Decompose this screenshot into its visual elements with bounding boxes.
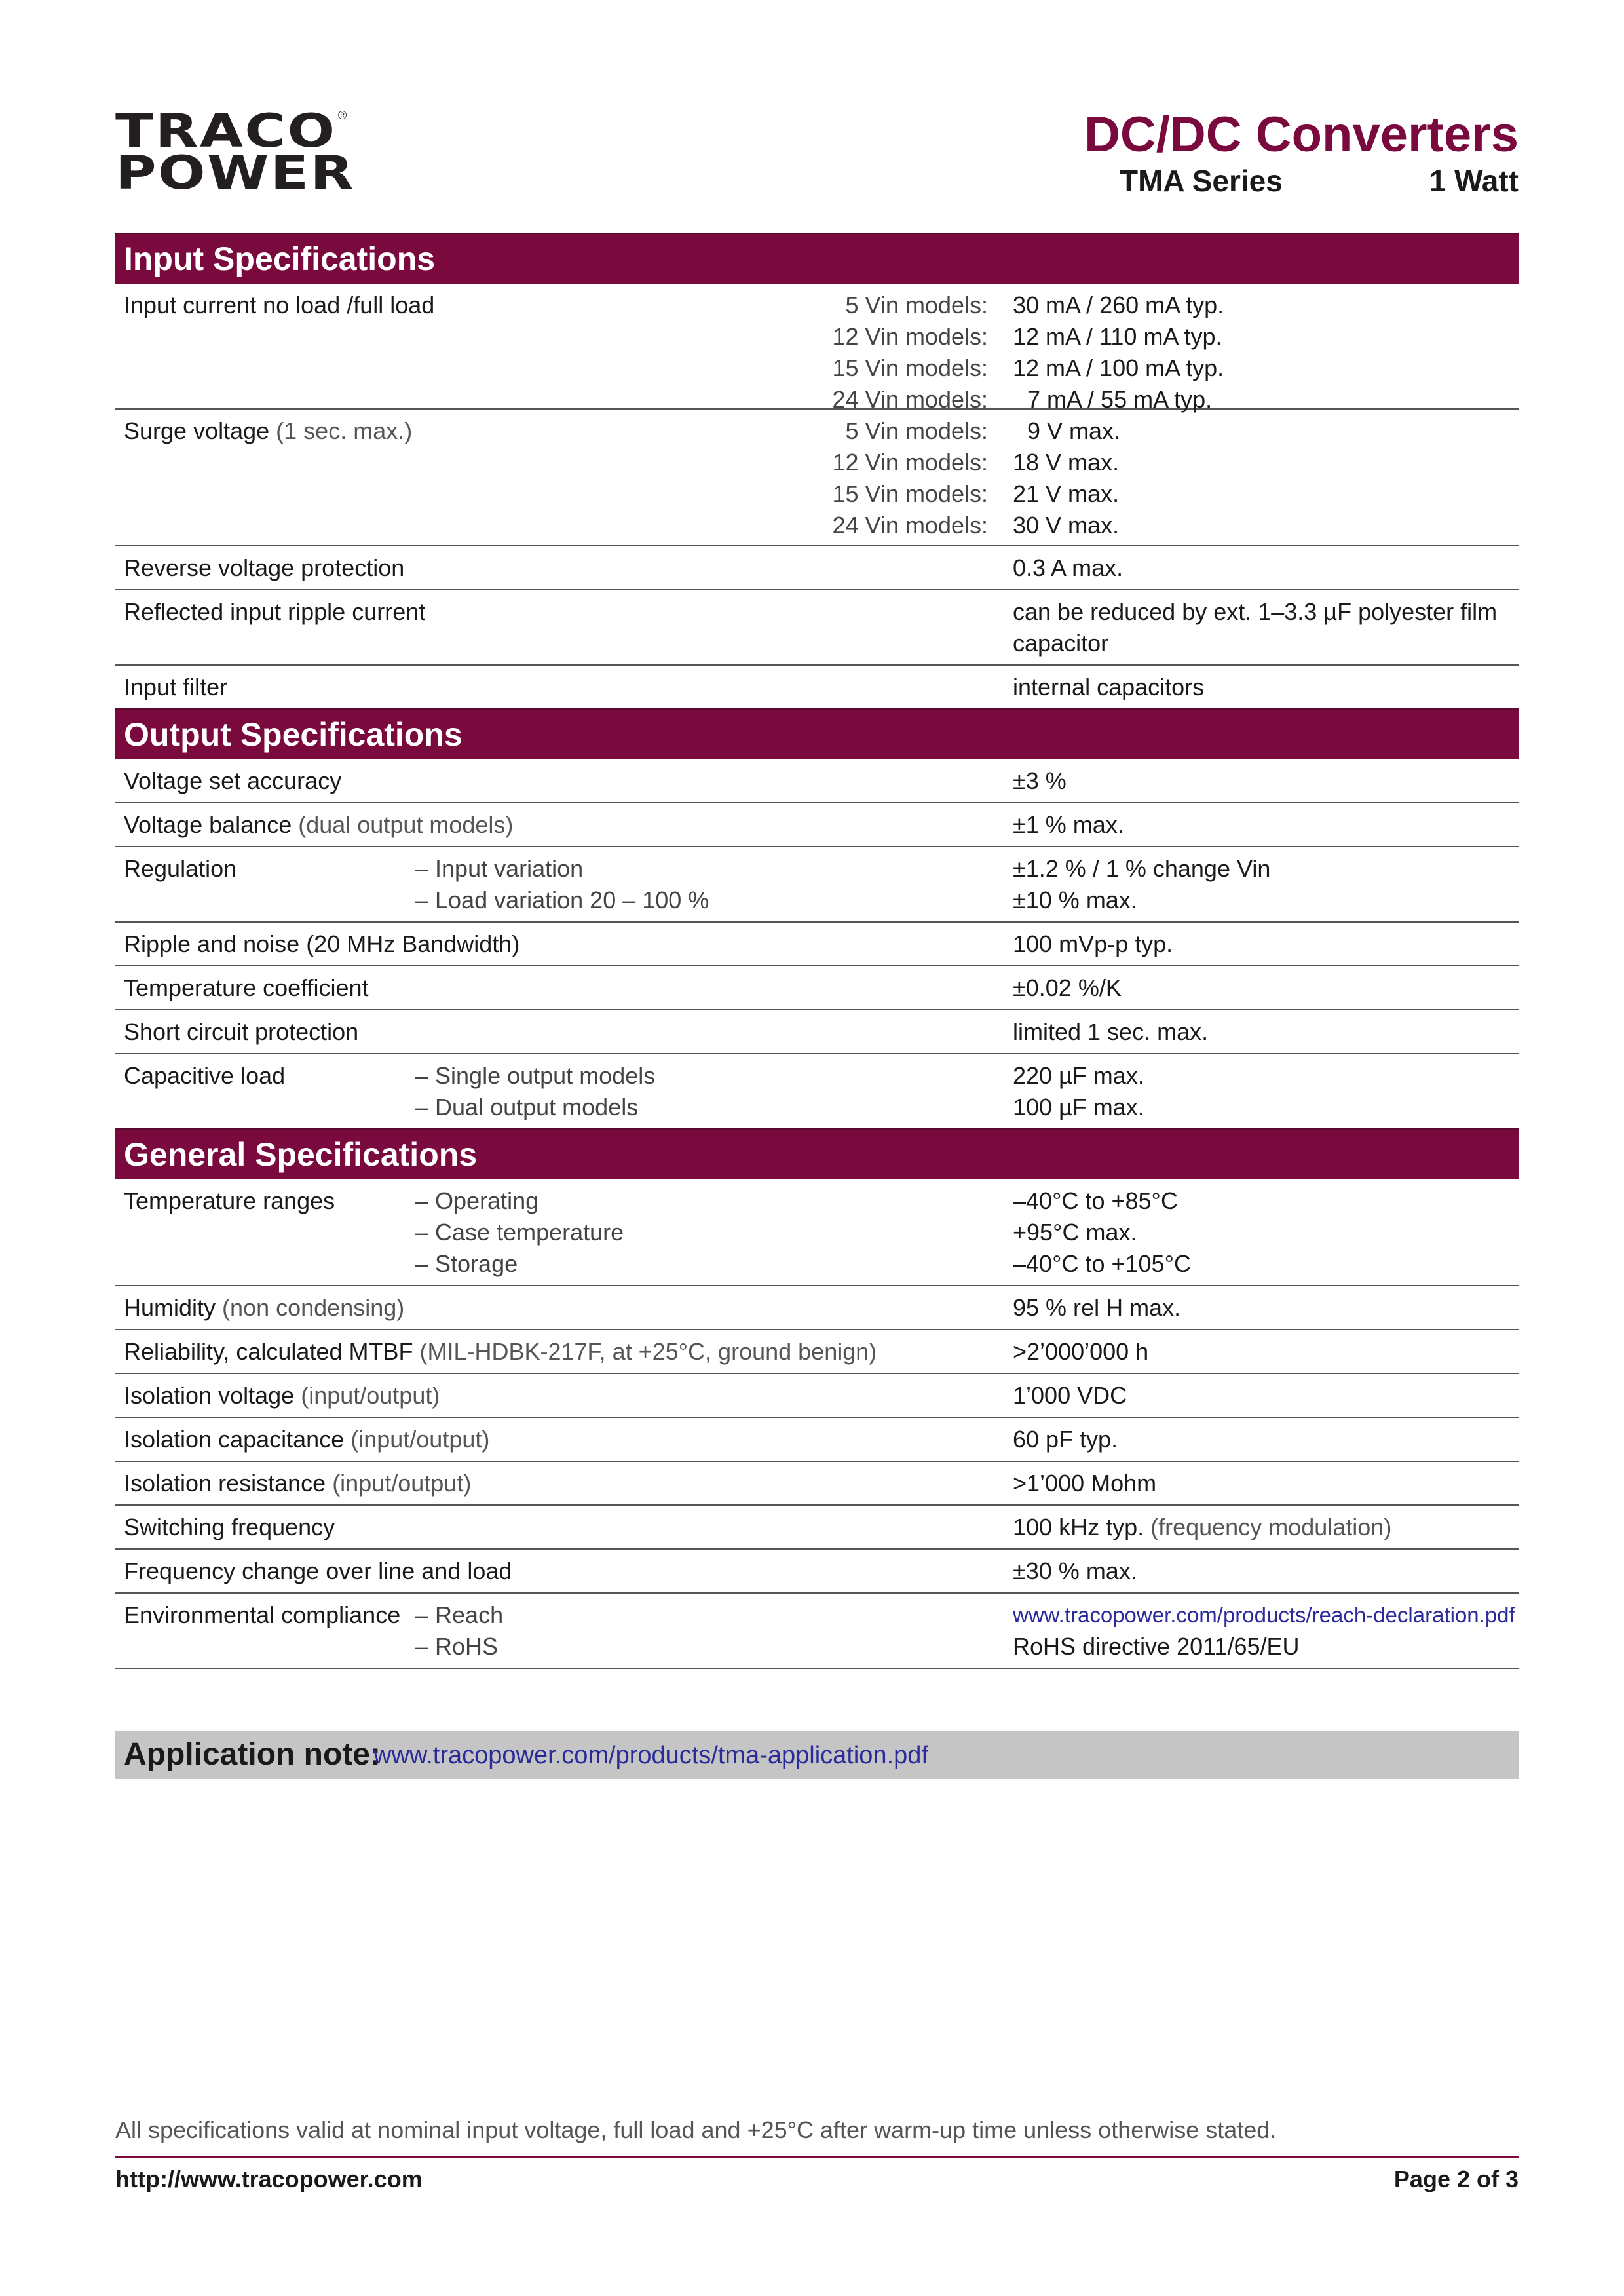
spec-label: Reliability, calculated MTBF (MIL-HDBK-217F, at +25°C, ground benign) bbox=[124, 1338, 877, 1365]
power-rating: 1 Watt bbox=[1429, 164, 1519, 198]
spec-label: Reflected input ripple current bbox=[124, 598, 426, 625]
reach-declaration-link[interactable]: www.tracopower.com/products/reach-declaration.pdf bbox=[1013, 1603, 1515, 1627]
logo-line-2: POWER bbox=[115, 146, 355, 200]
spec-row-isolation-resistance bbox=[115, 1462, 1519, 1506]
spec-row-voltage-balance bbox=[115, 803, 1519, 847]
spec-label: Switching frequency bbox=[124, 1514, 335, 1540]
spec-row-voltage-accuracy bbox=[115, 759, 1519, 803]
spec-subs: – Reach – RoHS bbox=[415, 1601, 504, 1660]
series-name: TMA Series bbox=[1120, 164, 1283, 198]
spec-value: >1’000 Mohm bbox=[1013, 1470, 1157, 1497]
spec-value: 95 % rel H max. bbox=[1013, 1294, 1181, 1321]
spec-label: Humidity (non condensing) bbox=[124, 1294, 405, 1321]
spec-values: ±1.2 % / 1 % change Vin ±10 % max. bbox=[1013, 855, 1271, 913]
spec-row-regulation bbox=[115, 847, 1519, 923]
spec-label: Short circuit protection bbox=[124, 1018, 359, 1045]
page-number: Page 2 of 3 bbox=[1393, 2166, 1519, 2192]
document-title: DC/DC Converters bbox=[1084, 107, 1519, 163]
application-note-link[interactable]: www.tracopower.com/products/tma-application.pdf bbox=[373, 1742, 928, 1769]
spec-row-capacitive-load bbox=[115, 1054, 1519, 1128]
spec-row-switching-frequency bbox=[115, 1506, 1519, 1550]
spec-row-temp-coefficient bbox=[115, 966, 1519, 1010]
spec-values: –40°C to +85°C +95°C max. –40°C to +105°C bbox=[1013, 1187, 1191, 1277]
spec-value: internal capacitors bbox=[1013, 674, 1205, 700]
spec-value: ±1 % max. bbox=[1013, 811, 1124, 838]
spec-row-temperature-ranges bbox=[115, 1179, 1519, 1286]
spec-subs: – Operating – Case temperature – Storage bbox=[415, 1187, 624, 1277]
spec-row-ripple-current bbox=[115, 590, 1519, 666]
spec-row-isolation-capacitance bbox=[115, 1418, 1519, 1462]
footer-divider bbox=[115, 2156, 1519, 2158]
spec-label: Input current no load /full load bbox=[124, 292, 435, 318]
spec-label: Input filter bbox=[124, 674, 228, 700]
spec-row-frequency-change bbox=[115, 1550, 1519, 1594]
tracopower-logo bbox=[115, 104, 355, 200]
registered-mark: ® bbox=[338, 109, 347, 122]
spec-row-environmental-compliance bbox=[115, 1594, 1519, 1669]
spec-value: 0.3 A max. bbox=[1013, 554, 1124, 581]
spec-value: 60 pF typ. bbox=[1013, 1426, 1118, 1453]
spec-label: Environmental compliance bbox=[124, 1601, 401, 1628]
spec-models: 5 Vin models: 12 Vin models: 15 Vin models: 24 Vin models: bbox=[832, 417, 988, 539]
footer-website-link[interactable]: http://www.tracopower.com bbox=[115, 2166, 423, 2192]
spec-value: 1’000 VDC bbox=[1013, 1382, 1127, 1409]
spec-subs: – Input variation – Load variation 20 – 100 % bbox=[415, 855, 709, 913]
spec-values: 30 mA / 260 mA typ. 12 mA / 110 mA typ. 12 mA / 100 mA typ. 7 mA / 55 mA typ. bbox=[1013, 292, 1224, 413]
section-heading-output: Output Specifications bbox=[115, 708, 1519, 759]
spec-values: 9 V max. 18 V max. 21 V max. 30 V max. bbox=[1013, 417, 1121, 539]
application-note-label: Application note: bbox=[124, 1737, 381, 1772]
spec-row-input-filter bbox=[115, 666, 1519, 708]
spec-value: limited 1 sec. max. bbox=[1013, 1018, 1209, 1045]
spec-row-isolation-voltage bbox=[115, 1374, 1519, 1418]
spec-models: 5 Vin models: 12 Vin models: 15 Vin models: 24 Vin models: bbox=[832, 292, 988, 413]
spec-label: Ripple and noise (20 MHz Bandwidth) bbox=[124, 930, 520, 957]
spec-subs: – Single output models – Dual output models bbox=[415, 1062, 656, 1120]
spec-label: Isolation resistance (input/output) bbox=[124, 1470, 472, 1497]
spec-row-surge-voltage bbox=[115, 410, 1519, 546]
spec-value: 100 kHz typ. (frequency modulation) bbox=[1013, 1514, 1392, 1540]
spec-label: Voltage set accuracy bbox=[124, 767, 342, 794]
spec-label: Surge voltage (1 sec. max.) bbox=[124, 417, 413, 444]
spec-label: Temperature ranges bbox=[124, 1187, 335, 1214]
spec-value: ±30 % max. bbox=[1013, 1558, 1137, 1584]
spec-label: Frequency change over line and load bbox=[124, 1558, 512, 1584]
spec-row-mtbf bbox=[115, 1330, 1519, 1374]
spec-label: Voltage balance (dual output models) bbox=[124, 811, 514, 838]
spec-table bbox=[115, 233, 1519, 1669]
application-note-bar bbox=[115, 1731, 1519, 1779]
spec-values: www.tracopower.com/products/reach-declaration.pdf RoHS directive 2011/65/EU bbox=[1013, 1599, 1517, 1662]
logo-line-1: TRACO bbox=[115, 104, 337, 158]
spec-value: ±0.02 %/K bbox=[1013, 974, 1122, 1001]
section-heading-input: Input Specifications bbox=[115, 233, 1519, 284]
spec-label: Capacitive load bbox=[124, 1062, 286, 1089]
spec-row-ripple-noise bbox=[115, 923, 1519, 966]
spec-value: can be reduced by ext. 1–3.3 µF polyester film capacitor bbox=[1013, 598, 1498, 657]
spec-row-reverse-protection bbox=[115, 546, 1519, 590]
section-heading-general: General Specifications bbox=[115, 1128, 1519, 1179]
spec-label: Isolation voltage (input/output) bbox=[124, 1382, 440, 1409]
spec-row-short-circuit bbox=[115, 1010, 1519, 1054]
spec-value: 100 mVp-p typ. bbox=[1013, 930, 1173, 957]
spec-row-input-current bbox=[115, 284, 1519, 413]
spec-values: 220 µF max. 100 µF max. bbox=[1013, 1062, 1144, 1120]
spec-row-humidity bbox=[115, 1286, 1519, 1330]
spec-label: Temperature coefficient bbox=[124, 974, 369, 1001]
spec-value: >2’000’000 h bbox=[1013, 1338, 1149, 1365]
spec-label: Regulation bbox=[124, 855, 237, 882]
footer-note: All specifications valid at nominal input voltage, full load and +25°C after warm-up time unless otherwise stated. bbox=[115, 2116, 1277, 2143]
spec-label: Reverse voltage protection bbox=[124, 554, 405, 581]
spec-value: ±3 % bbox=[1013, 767, 1067, 794]
spec-label: Isolation capacitance (input/output) bbox=[124, 1426, 490, 1453]
